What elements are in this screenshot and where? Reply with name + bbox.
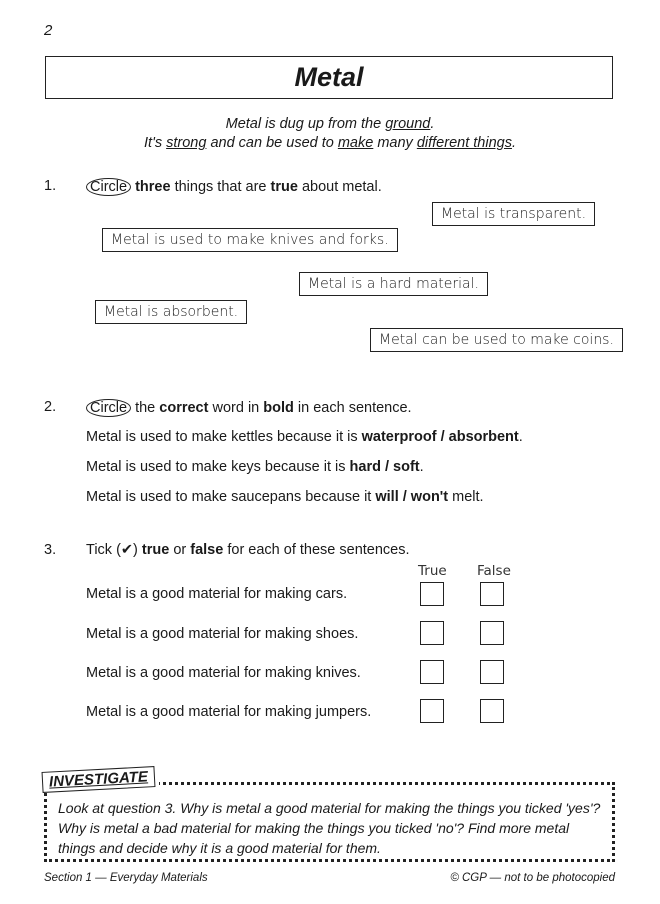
text-run: in each sentence. xyxy=(293,400,412,416)
text-run: word in xyxy=(208,400,264,416)
false-checkbox-knives[interactable] xyxy=(480,660,504,684)
statement-absorbent[interactable]: Metal is absorbent. xyxy=(95,300,247,324)
text-run: Metal is used to make keys because it is xyxy=(86,459,350,475)
statement-transparent[interactable]: Metal is transparent. xyxy=(432,202,595,226)
text-run: Tick (✔) xyxy=(86,542,142,558)
page-title: Metal xyxy=(294,62,364,92)
q1-instruction xyxy=(86,178,382,196)
text-run: for each of these sentences. xyxy=(223,542,410,558)
underlined-text: strong xyxy=(166,135,207,151)
true-checkbox-shoes[interactable] xyxy=(420,621,444,645)
text-run: or xyxy=(169,542,191,558)
q3-row-shoes: Metal is a good material for making shoes. xyxy=(86,626,359,642)
text-run: and can be used to xyxy=(206,135,338,151)
false-checkbox-cars[interactable] xyxy=(480,582,504,606)
q2-sentence-kettles[interactable] xyxy=(86,429,523,445)
text-run: many xyxy=(373,135,417,151)
q3-row-jumpers: Metal is a good material for making jumpers. xyxy=(86,704,372,720)
text-run: Metal is dug up from the xyxy=(225,116,386,132)
q2-instruction xyxy=(86,399,412,417)
text-run: . xyxy=(419,459,424,475)
column-false-header: False xyxy=(477,563,511,579)
investigate-text: Look at question 3. Why is metal a good material for making the things you ticked 'yes'? Why is metal a bad material for making the things you ticked 'no'? Find more metal things and decide why it is a good material for them. xyxy=(58,800,601,856)
footer-section: Section 1 — Everyday Materials xyxy=(44,872,208,884)
text-run: the xyxy=(131,400,160,416)
bold-text: waterproof / absorbent xyxy=(361,429,519,445)
statement-hard-material[interactable]: Metal is a hard material. xyxy=(299,272,488,296)
false-checkbox-jumpers[interactable] xyxy=(480,699,504,723)
footer-copyright: © CGP — not to be photocopied xyxy=(450,872,615,884)
circle-word: Circle xyxy=(86,399,131,417)
statement-knives-forks[interactable]: Metal is used to make knives and forks. xyxy=(102,228,398,252)
q1-instruction-text xyxy=(131,179,382,195)
bold-text: hard / soft xyxy=(349,459,420,475)
q3-row-cars: Metal is a good material for making cars. xyxy=(86,586,348,602)
text-run: . xyxy=(518,429,523,445)
true-checkbox-cars[interactable] xyxy=(420,582,444,606)
q2-number: 2. xyxy=(44,399,57,415)
intro-line-1 xyxy=(0,116,660,132)
q2-instruction-text xyxy=(131,400,412,416)
title-box xyxy=(45,56,613,99)
q3-instruction xyxy=(86,542,410,558)
text-run: things that are xyxy=(170,179,271,195)
text-run: melt. xyxy=(448,489,484,505)
q3-number: 3. xyxy=(44,542,57,558)
investigate-label xyxy=(38,769,159,790)
bold-text: correct xyxy=(159,400,209,416)
text-run: It's xyxy=(144,135,167,151)
text-run: Metal is used to make kettles because it is xyxy=(86,429,362,445)
bold-text: three xyxy=(135,179,171,195)
column-true-header: True xyxy=(418,563,447,579)
q2-sentence-keys[interactable] xyxy=(86,459,424,475)
bold-text: bold xyxy=(263,400,294,416)
underlined-text: make xyxy=(337,135,374,151)
q3-row-knives: Metal is a good material for making knives. xyxy=(86,665,361,681)
statement-coins[interactable]: Metal can be used to make coins. xyxy=(370,328,623,352)
bold-text: true xyxy=(270,179,298,195)
bold-text: true xyxy=(141,542,170,558)
underlined-text: ground xyxy=(385,116,431,132)
underlined-text: different things xyxy=(416,135,512,151)
page-number: 2 xyxy=(44,22,53,39)
investigate-heading: INVESTIGATE xyxy=(42,766,156,793)
text-run: about metal. xyxy=(297,179,382,195)
text-run: . xyxy=(511,135,516,151)
true-checkbox-jumpers[interactable] xyxy=(420,699,444,723)
circle-word: Circle xyxy=(86,178,131,196)
text-run: . xyxy=(430,116,435,132)
true-checkbox-knives[interactable] xyxy=(420,660,444,684)
q2-sentence-saucepans[interactable] xyxy=(86,489,484,505)
false-checkbox-shoes[interactable] xyxy=(480,621,504,645)
text-run: Metal is used to make saucepans because it xyxy=(86,489,376,505)
bold-text: false xyxy=(190,542,224,558)
q1-number: 1. xyxy=(44,178,57,194)
bold-text: will / won't xyxy=(375,489,449,505)
intro-line-2 xyxy=(0,135,660,151)
